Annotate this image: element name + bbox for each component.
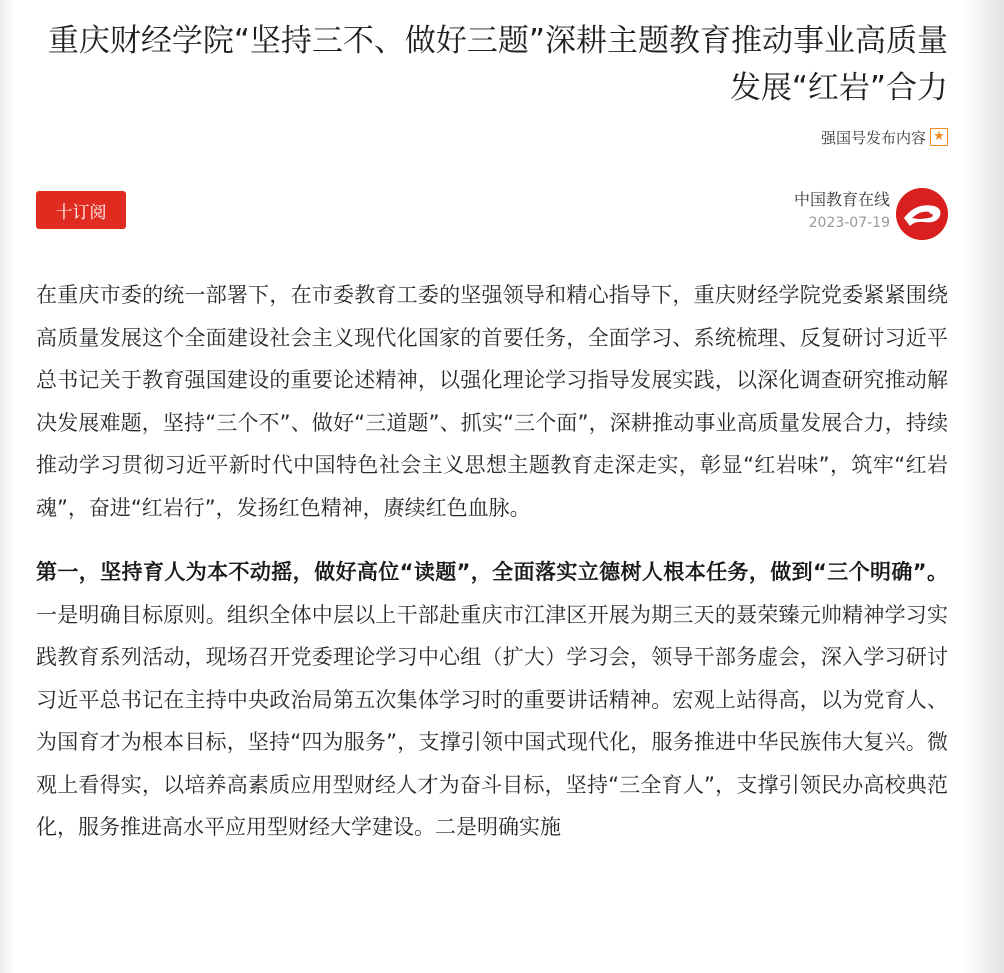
subscribe-button[interactable]: 十订阅 [36, 191, 126, 229]
paragraph-2-body: 一是明确目标原则。组织全体中层以上干部赴重庆市江津区开展为期三天的聂荣臻元帅精神学习实践教育系列活动，现场召开党委理论学习中心组（扩大）学习会，领导干部务虚会，深入学习研讨习近平总书记在主持中央政治局第五次集体学习时的重要讲话精神。宏观上站得高，以为党育人、为国育才为根本目标，坚持“四为服务”，支撑引领中国式现代化，服务推进中华民族伟大复兴。微观上看得实，以培养高素质应用型财经人才为奋斗目标，坚持“三全育人”，支撑引领民办高校典范化，服务推进高水平应用型财经大学建设。二是明确实施 [36, 602, 948, 839]
paragraph-1: 在重庆市委的统一部署下，在市委教育工委的坚强领导和精心指导下，重庆财经学院党委紧紧围绕高质量发展这个全面建设社会主义现代化国家的首要任务，全面学习、系统梳理、反复研讨习近平总书记关于教育强国建设的重要论述精神，以强化理论学习指导发展实践，以深化调查研究推动解决发展难题，坚持“三个不”、做好“三道题”、抓实“三个面”，深耕推动事业高质量发展合力，持续推动学习贯彻习近平新时代中国特色社会主义思想主题教育走深走实，彰显“红岩味”，筑牢“红岩魂”，奋进“红岩行”，发扬红色精神，赓续红色血脉。 [36, 283, 948, 520]
source-label: 强国号发布内容 [820, 128, 926, 147]
star-icon: ★ [930, 128, 948, 146]
author-name[interactable]: 中国教育在线 [793, 190, 890, 209]
publish-date: 2023-07-19 [808, 215, 890, 231]
source-line [36, 124, 948, 150]
author-logo-icon [896, 188, 948, 240]
article-title: 重庆财经学院“坚持三不、做好三题”深耕主题教育推动事业高质量发展“红岩”合力 [47, 23, 948, 106]
right-shadow [964, 0, 1004, 973]
paragraph-2 [36, 551, 948, 849]
article [36, 0, 948, 849]
left-shadow [0, 0, 14, 973]
author-info [794, 188, 890, 234]
paragraph-2-heading: 第一，坚持育人为本不动摇，做好高位“读题”，全面落实立德树人根本任务，做到“三个明确”。 [36, 560, 948, 584]
avatar[interactable] [896, 188, 948, 240]
author-row [36, 188, 948, 240]
